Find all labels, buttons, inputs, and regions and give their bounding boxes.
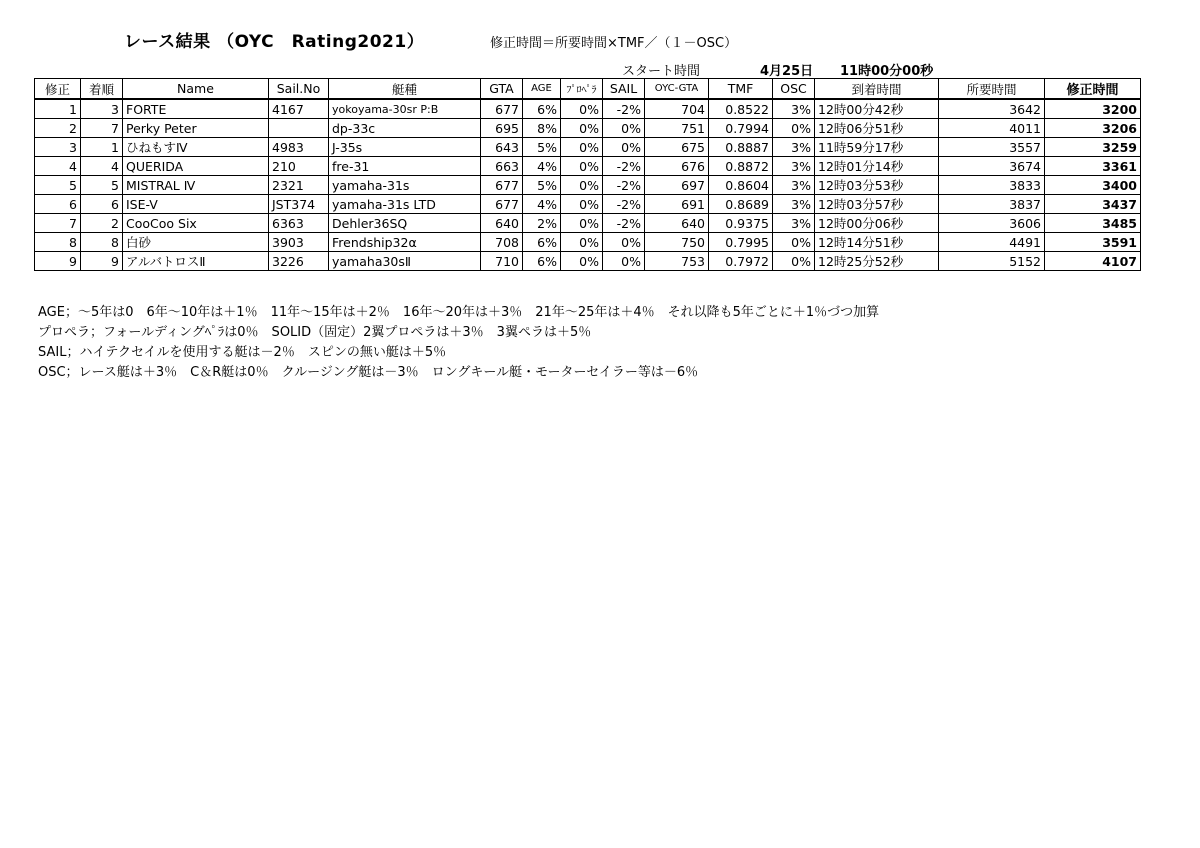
- col-header-finish-order: 着順: [81, 79, 123, 100]
- start-time: 11時00分00秒: [840, 64, 934, 79]
- cell-sail-no: 2321: [269, 176, 329, 195]
- cell-boat-name: QUERIDA: [123, 157, 269, 176]
- cell-finish-order: 9: [81, 252, 123, 271]
- cell-sail-no: 4167: [269, 99, 329, 119]
- cell-oyc-gta: 750: [645, 233, 709, 252]
- col-header-osc: OSC: [773, 79, 815, 100]
- cell-corrected-rank: 6: [35, 195, 81, 214]
- cell-corrected-time: 4107: [1045, 252, 1141, 271]
- cell-elapsed-time: 4011: [939, 119, 1045, 138]
- cell-corrected-rank: 7: [35, 214, 81, 233]
- cell-arrival-time: 12時06分51秒: [815, 119, 939, 138]
- cell-oyc-gta: 675: [645, 138, 709, 157]
- cell-sail-no: 3903: [269, 233, 329, 252]
- cell-corrected-time: 3361: [1045, 157, 1141, 176]
- cell-corrected-rank: 1: [35, 99, 81, 119]
- cell-boat-type: yamaha-31s LTD: [329, 195, 481, 214]
- cell-oyc-gta: 691: [645, 195, 709, 214]
- cell-boat-name: 白砂: [123, 233, 269, 252]
- cell-boat-type: J-35s: [329, 138, 481, 157]
- table-row: [35, 176, 1141, 195]
- cell-tmf: 0.9375: [709, 214, 773, 233]
- cell-age: 5%: [523, 176, 561, 195]
- col-header-gta: GTA: [481, 79, 523, 100]
- cell-arrival-time: 12時00分42秒: [815, 99, 939, 119]
- cell-tmf: 0.8887: [709, 138, 773, 157]
- cell-gta: 677: [481, 176, 523, 195]
- table-row: [35, 138, 1141, 157]
- cell-osc: 3%: [773, 214, 815, 233]
- cell-finish-order: 4: [81, 157, 123, 176]
- cell-propeller: 0%: [561, 138, 603, 157]
- table-row: [35, 233, 1141, 252]
- cell-propeller: 0%: [561, 195, 603, 214]
- cell-osc: 0%: [773, 119, 815, 138]
- results-table: [34, 78, 1141, 271]
- cell-corrected-time: 3591: [1045, 233, 1141, 252]
- cell-boat-type: Dehler36SQ: [329, 214, 481, 233]
- cell-arrival-time: 12時00分06秒: [815, 214, 939, 233]
- cell-corrected-rank: 2: [35, 119, 81, 138]
- cell-gta: 710: [481, 252, 523, 271]
- cell-elapsed-time: 3674: [939, 157, 1045, 176]
- cell-oyc-gta: 640: [645, 214, 709, 233]
- cell-sail: 0%: [603, 138, 645, 157]
- cell-osc: 3%: [773, 157, 815, 176]
- cell-osc: 0%: [773, 252, 815, 271]
- cell-corrected-rank: 3: [35, 138, 81, 157]
- cell-elapsed-time: 3606: [939, 214, 1045, 233]
- note-osc: OSC；レース艇は＋3％ C＆R艇は0％ クルージング艇は－3％ ロングキール艇・モーターセイラー等は－6％: [38, 365, 699, 380]
- cell-corrected-rank: 4: [35, 157, 81, 176]
- cell-boat-name: ひねもすⅣ: [123, 138, 269, 157]
- formula-text: 修正時間＝所要時間×TMF／（１－OSC）: [490, 36, 738, 51]
- col-header-propeller: ﾌﾟﾛﾍﾟﾗ: [561, 79, 603, 100]
- cell-tmf: 0.8604: [709, 176, 773, 195]
- cell-arrival-time: 12時03分53秒: [815, 176, 939, 195]
- cell-finish-order: 5: [81, 176, 123, 195]
- cell-sail: -2%: [603, 195, 645, 214]
- cell-gta: 663: [481, 157, 523, 176]
- cell-osc: 3%: [773, 195, 815, 214]
- table-header-row: [35, 79, 1141, 100]
- cell-corrected-rank: 9: [35, 252, 81, 271]
- cell-age: 4%: [523, 195, 561, 214]
- cell-finish-order: 1: [81, 138, 123, 157]
- cell-sail: 0%: [603, 252, 645, 271]
- cell-gta: 677: [481, 99, 523, 119]
- col-header-sail-no: Sail.No: [269, 79, 329, 100]
- cell-boat-type: fre-31: [329, 157, 481, 176]
- cell-elapsed-time: 3837: [939, 195, 1045, 214]
- note-age: AGE；～5年は0 6年～10年は＋1％ 11年～15年は＋2％ 16年～20年は＋3％ 21年～25年は＋4％ それ以降も5年ごとに＋1％づつ加算: [38, 305, 880, 320]
- table-row: [35, 195, 1141, 214]
- cell-boat-name: アルバトロスⅡ: [123, 252, 269, 271]
- col-header-oyc-gta: OYC-GTA: [645, 79, 709, 100]
- cell-tmf: 0.7995: [709, 233, 773, 252]
- cell-tmf: 0.7994: [709, 119, 773, 138]
- cell-finish-order: 8: [81, 233, 123, 252]
- cell-age: 5%: [523, 138, 561, 157]
- cell-tmf: 0.8872: [709, 157, 773, 176]
- cell-elapsed-time: 3833: [939, 176, 1045, 195]
- cell-corrected-time: 3200: [1045, 99, 1141, 119]
- cell-arrival-time: 12時25分52秒: [815, 252, 939, 271]
- cell-arrival-time: 12時03分57秒: [815, 195, 939, 214]
- table-row: [35, 157, 1141, 176]
- cell-propeller: 0%: [561, 214, 603, 233]
- cell-sail-no: 3226: [269, 252, 329, 271]
- cell-propeller: 0%: [561, 157, 603, 176]
- cell-arrival-time: 12時01分14秒: [815, 157, 939, 176]
- cell-age: 6%: [523, 233, 561, 252]
- cell-elapsed-time: 3557: [939, 138, 1045, 157]
- notes-block: [38, 303, 879, 383]
- col-header-tmf: TMF: [709, 79, 773, 100]
- start-date: 4月25日: [760, 64, 814, 79]
- cell-age: 4%: [523, 157, 561, 176]
- cell-tmf: 0.8522: [709, 99, 773, 119]
- cell-oyc-gta: 704: [645, 99, 709, 119]
- cell-finish-order: 6: [81, 195, 123, 214]
- col-header-corrected-rank: 修正: [35, 79, 81, 100]
- cell-oyc-gta: 697: [645, 176, 709, 195]
- cell-corrected-time: 3259: [1045, 138, 1141, 157]
- cell-arrival-time: 12時14分51秒: [815, 233, 939, 252]
- table-row: [35, 99, 1141, 119]
- cell-gta: 677: [481, 195, 523, 214]
- cell-boat-type: yamaha30sⅡ: [329, 252, 481, 271]
- cell-corrected-rank: 5: [35, 176, 81, 195]
- cell-sail-no: JST374: [269, 195, 329, 214]
- cell-elapsed-time: 5152: [939, 252, 1045, 271]
- cell-boat-type: Frendship32α: [329, 233, 481, 252]
- page-title: レース結果 （OYC Rating2021）: [124, 32, 425, 52]
- col-header-age: AGE: [523, 79, 561, 100]
- cell-propeller: 0%: [561, 233, 603, 252]
- col-header-arrival-time: 到着時間: [815, 79, 939, 100]
- cell-gta: 640: [481, 214, 523, 233]
- cell-osc: 3%: [773, 99, 815, 119]
- table-row: [35, 252, 1141, 271]
- cell-gta: 695: [481, 119, 523, 138]
- col-header-name: Name: [123, 79, 269, 100]
- cell-age: 8%: [523, 119, 561, 138]
- cell-oyc-gta: 751: [645, 119, 709, 138]
- cell-boat-name: Perky Peter: [123, 119, 269, 138]
- cell-sail: -2%: [603, 157, 645, 176]
- cell-boat-name: ISE-V: [123, 195, 269, 214]
- cell-elapsed-time: 4491: [939, 233, 1045, 252]
- table-row: [35, 214, 1141, 233]
- cell-corrected-rank: 8: [35, 233, 81, 252]
- cell-boat-type: dp-33c: [329, 119, 481, 138]
- cell-sail-no: 210: [269, 157, 329, 176]
- start-time-label: スタート時間: [622, 64, 701, 79]
- cell-propeller: 0%: [561, 176, 603, 195]
- cell-osc: 3%: [773, 138, 815, 157]
- cell-arrival-time: 11時59分17秒: [815, 138, 939, 157]
- cell-tmf: 0.7972: [709, 252, 773, 271]
- cell-corrected-time: 3400: [1045, 176, 1141, 195]
- cell-oyc-gta: 676: [645, 157, 709, 176]
- cell-age: 6%: [523, 252, 561, 271]
- cell-boat-type: yamaha-31s: [329, 176, 481, 195]
- cell-gta: 708: [481, 233, 523, 252]
- table-row: [35, 119, 1141, 138]
- cell-sail: -2%: [603, 99, 645, 119]
- cell-age: 6%: [523, 99, 561, 119]
- cell-corrected-time: 3485: [1045, 214, 1141, 233]
- cell-sail: -2%: [603, 176, 645, 195]
- cell-propeller: 0%: [561, 119, 603, 138]
- cell-propeller: 0%: [561, 99, 603, 119]
- cell-finish-order: 7: [81, 119, 123, 138]
- col-header-boat-type: 艇種: [329, 79, 481, 100]
- note-propeller: プロペラ；フォールディングﾍﾟﾗは0％ SOLID（固定）2翼プロペラは＋3％ 3翼ペラは＋5％: [38, 325, 592, 340]
- results-body: [35, 99, 1141, 271]
- cell-age: 2%: [523, 214, 561, 233]
- cell-propeller: 0%: [561, 252, 603, 271]
- cell-osc: 3%: [773, 176, 815, 195]
- cell-sail: 0%: [603, 233, 645, 252]
- cell-sail-no: [269, 119, 329, 138]
- cell-osc: 0%: [773, 233, 815, 252]
- cell-boat-name: CooCoo Six: [123, 214, 269, 233]
- col-header-elapsed-time: 所要時間: [939, 79, 1045, 100]
- cell-tmf: 0.8689: [709, 195, 773, 214]
- cell-sail: -2%: [603, 214, 645, 233]
- cell-elapsed-time: 3642: [939, 99, 1045, 119]
- cell-sail: 0%: [603, 119, 645, 138]
- cell-corrected-time: 3437: [1045, 195, 1141, 214]
- col-header-sail: SAIL: [603, 79, 645, 100]
- cell-finish-order: 3: [81, 99, 123, 119]
- cell-boat-name: MISTRAL Ⅳ: [123, 176, 269, 195]
- col-header-corrected-time: 修正時間: [1045, 79, 1141, 100]
- cell-oyc-gta: 753: [645, 252, 709, 271]
- cell-sail-no: 6363: [269, 214, 329, 233]
- cell-gta: 643: [481, 138, 523, 157]
- cell-sail-no: 4983: [269, 138, 329, 157]
- cell-boat-name: FORTE: [123, 99, 269, 119]
- cell-finish-order: 2: [81, 214, 123, 233]
- cell-corrected-time: 3206: [1045, 119, 1141, 138]
- note-sail: SAIL；ハイテクセイルを使用する艇は－2％ スピンの無い艇は＋5％: [38, 345, 447, 360]
- cell-boat-type: yokoyama-30sr P:B: [329, 99, 481, 119]
